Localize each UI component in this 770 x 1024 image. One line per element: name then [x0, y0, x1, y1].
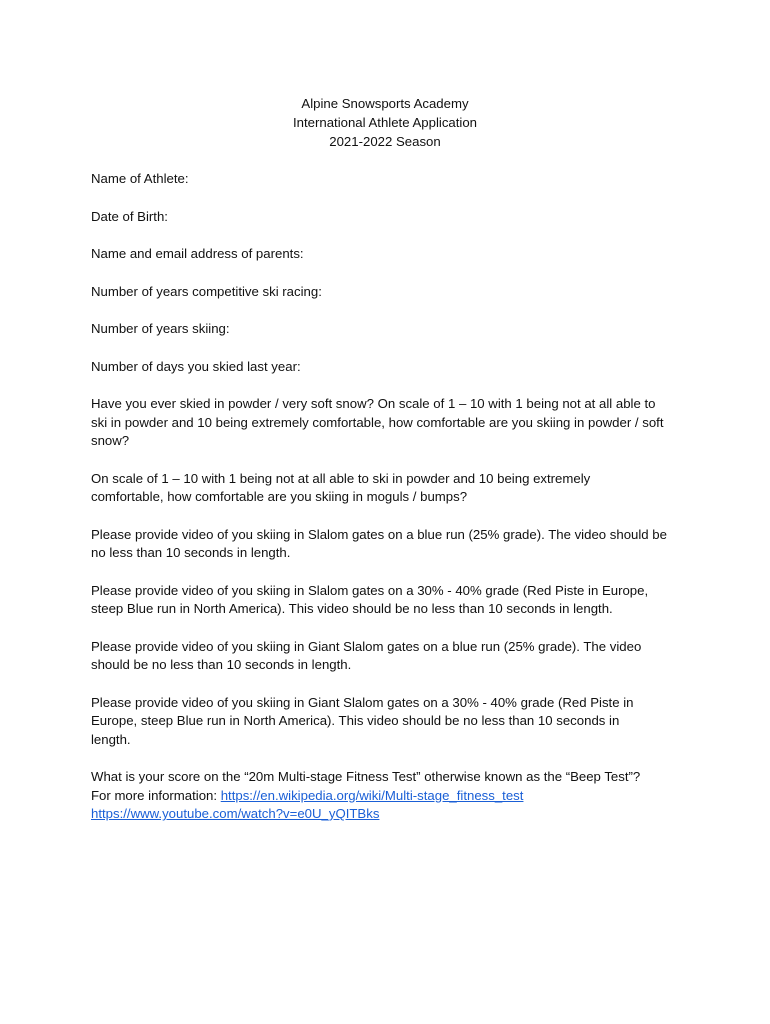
beep-test-question — [91, 768, 691, 824]
more-info-line — [91, 787, 691, 806]
years-racing-field: Number of years competitive ski racing: — [91, 283, 322, 299]
beep-test-text: What is your score on the “20m Multi-stage Fitness Test” otherwise known as the “Beep Test”? — [91, 769, 641, 784]
academy-name: Alpine Snowsports Academy — [301, 96, 469, 111]
form-title: International Athlete Application — [292, 115, 478, 130]
more-info-label: For more information: — [91, 787, 221, 803]
wikipedia-link[interactable]: https://en.wikipedia.org/wiki/Multi-stage_fitness_test — [220, 787, 524, 803]
days-last-year-field: Number of days you skied last year: — [91, 358, 301, 374]
date-of-birth-field: Date of Birth: — [91, 208, 168, 224]
parents-field: Name and email address of parents: — [91, 246, 304, 261]
giant-slalom-blue-video-request: Please provide video of you skiing in Giant Slalom gates on a blue run (25% grade). The video should be no less than 10 seconds in length. — [91, 638, 642, 672]
document-header — [0, 94, 770, 151]
years-skiing-field: Number of years skiing: — [91, 321, 230, 336]
document-body — [91, 170, 681, 824]
slalom-blue-video-request: Please provide video of you skiing in Slalom gates on a blue run (25% grade). The video should be no less than 10 seconds in length. — [91, 526, 667, 560]
athlete-name-field: Name of Athlete: — [91, 171, 189, 186]
slalom-red-video-request: Please provide video of you skiing in Slalom gates on a 30% - 40% grade (Red Piste in Europe, steep Blue run in North America). This video should be no less than 10 seconds in length. — [91, 582, 649, 616]
powder-question: Have you ever skied in powder / very soft snow? On scale of 1 – 10 with 1 being not at all able to ski in powder and 10 being extremely comfortable, how comfortable are you skiing in powder / soft snow? — [91, 396, 664, 448]
giant-slalom-red-video-request: Please provide video of you skiing in Giant Slalom gates on a 30% - 40% grade (Red Piste in Europe, steep Blue run in North America). This video should be no less than 10 seconds in length. — [91, 694, 634, 747]
youtube-link[interactable]: https://www.youtube.com/watch?v=e0U_yQITBks — [91, 806, 380, 821]
season-label: 2021-2022 Season — [329, 134, 441, 149]
moguls-question: On scale of 1 – 10 with 1 being not at all able to ski in powder and 10 being extremely comfortable, how comfortable are you skiing in moguls / bumps? — [91, 470, 591, 504]
